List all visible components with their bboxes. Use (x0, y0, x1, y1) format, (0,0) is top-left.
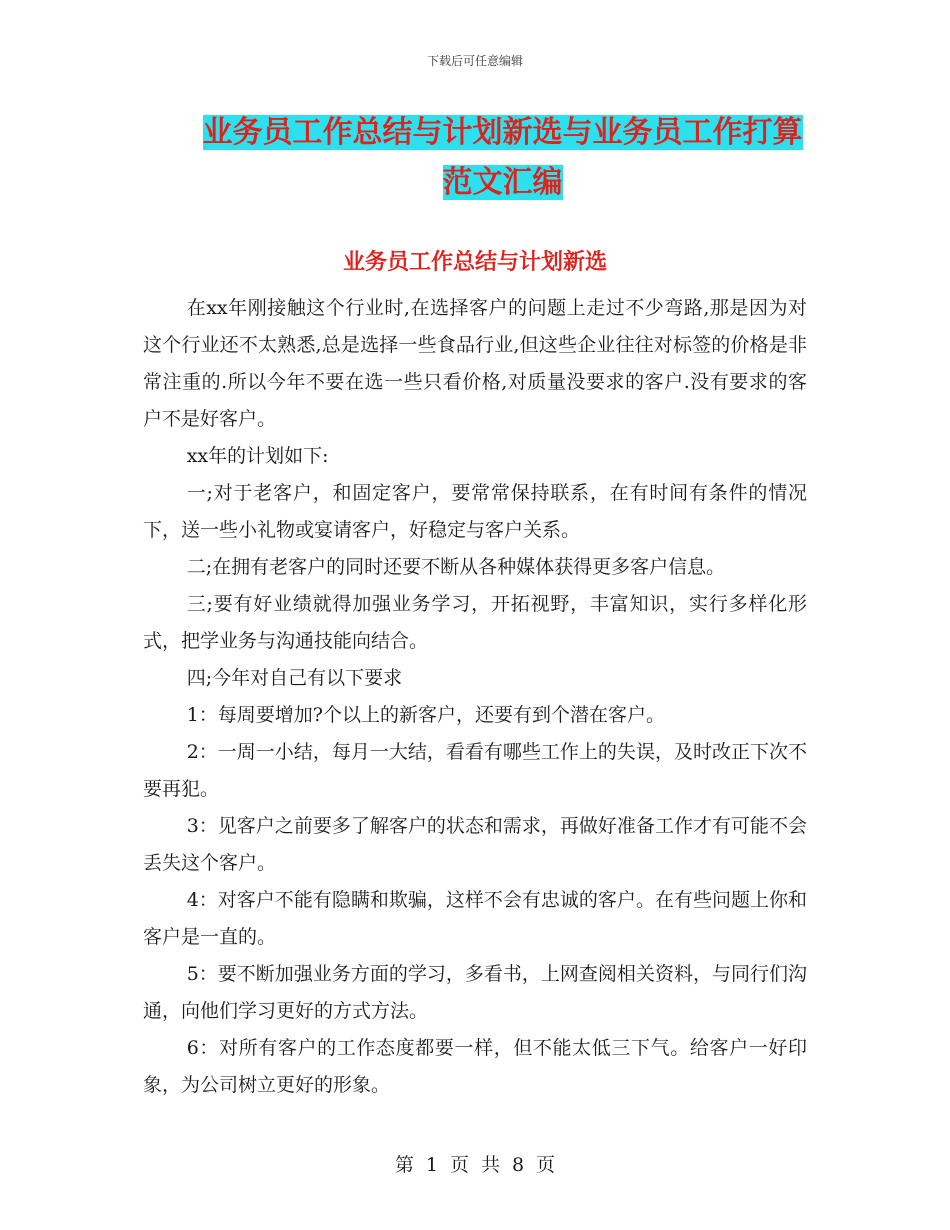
paragraph: 二;在拥有老客户的同时还要不断从各种媒体获得更多客户信息。 (186, 556, 726, 578)
page-number: 第 1 页 共 8 页 (394, 1154, 556, 1176)
paragraph: 1：每周要增加?个以上的新客户，还要有到个潜在客户。 (186, 704, 665, 726)
paragraph: 四;今年对自己有以下要求 (186, 667, 403, 689)
page-header-note: 下载后可任意编辑 (426, 54, 523, 68)
section-title: 业务员工作总结与计划新选 (342, 250, 607, 275)
paragraph: 5：要不断加强业务方面的学习，多看书，上网查阅相关资料，与同行们沟通，向他们学习更好的方式方法。 (143, 963, 807, 1022)
paragraph: 在xx年刚接触这个行业时,在选择客户的问题上走过不少弯路,那是因为对这个行业还不太熟悉,总是选择一些食品行业,但这些企业往往对标签的价格是非常注重的.所以今年不要在选一些只看价格,对质量没要求的客户.没有要求的客户不是好客户。 (143, 297, 807, 430)
paragraph: 三;要有好业绩就得加强业务学习，开拓视野，丰富知识，实行多样化形式，把学业务与沟通技能向结合。 (143, 593, 807, 652)
paragraph: 3：见客户之前要多了解客户的状态和需求，再做好准备工作才有可能不会丢失这个客户。 (143, 815, 807, 874)
document-title (195, 108, 810, 208)
document-title-text: 业务员工作总结与计划新选与业务员工作打算范文汇编 (202, 115, 803, 200)
paragraph: 4：对客户不能有隐瞒和欺骗，这样不会有忠诚的客户。在有些问题上你和客户是一直的。 (143, 889, 807, 948)
paragraph: xx年的计划如下: (186, 445, 329, 467)
paragraph: 一;对于老客户，和固定客户，要常常保持联系，在有时间有条件的情况下，送一些小礼物或宴请客户，好稳定与客户关系。 (143, 482, 807, 541)
paragraph: 6：对所有客户的工作态度都要一样，但不能太低三下气。给客户一好印象，为公司树立更好的形象。 (143, 1037, 807, 1096)
document-body (143, 290, 807, 1104)
paragraph: 2：一周一小结，每月一大结，看看有哪些工作上的失误，及时改正下次不要再犯。 (143, 741, 807, 800)
